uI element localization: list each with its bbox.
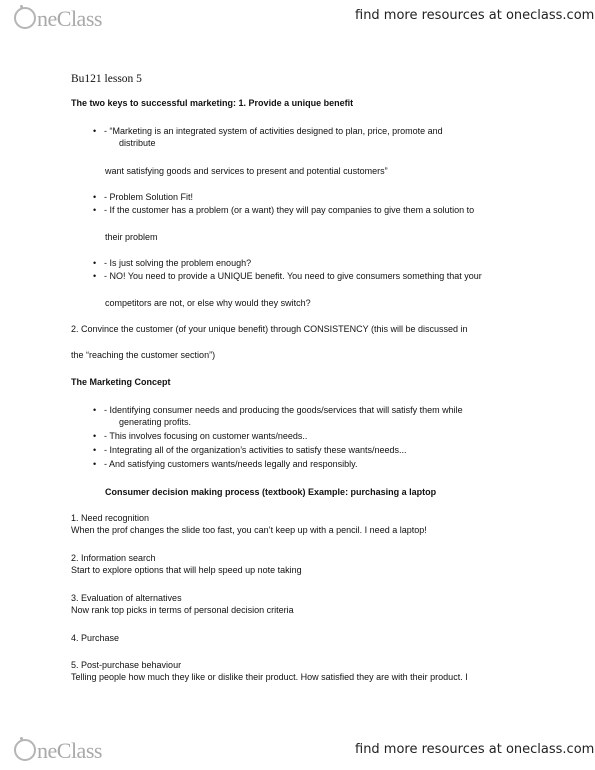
oneclass-logo-icon [14,739,36,761]
bullet-icon: • [93,271,97,281]
bullet-icon: • [93,405,97,415]
decision-process-heading: Consumer decision making process (textbook) Example: purchasing a laptop [105,487,437,497]
step-text: Telling people how much they like or dislike their product. How satisfied they are with their product. I [71,672,468,682]
bullet-icon: • [93,126,97,136]
bullet-icon: • [93,205,97,215]
step-text: Now rank top picks in terms of personal decision criteria [71,605,294,615]
bullet-icon: • [93,445,97,455]
bullet-text: - NO! You need to provide a UNIQUE benefit. You need to give consumers something that your [104,271,482,281]
key1-heading: The two keys to successful marketing: 1. Provide a unique benefit [71,98,354,108]
header-resources-link[interactable]: find more resources at oneclass.com [355,8,595,23]
bullet-icon: • [93,459,97,469]
bullet-text: generating profits. [119,417,192,427]
bullet-text: - Identifying consumer needs and producing the goods/services that will satisfy them while [104,405,463,415]
bullet-text: - Integrating all of the organization’s activities to satisfy these wants/needs... [104,445,407,455]
marketing-concept-heading: The Marketing Concept [71,377,171,387]
bullet-text: - This involves focusing on customer wants/needs.. [104,431,308,441]
oneclass-logo-footer: neClass [14,738,102,764]
bullet-text: - Problem Solution Fit! [104,192,194,202]
step-title: 5. Post-purchase behaviour [71,660,182,670]
bullet-text: distribute [119,138,156,148]
step-text: When the prof changes the slide too fast, you can’t keep up with a pencil. I need a laptop! [71,525,427,535]
step-title: 1. Need recognition [71,513,150,523]
step-text: Start to explore options that will help speed up note taking [71,565,302,575]
bullet-icon: • [93,431,97,441]
bullet-text: - If the customer has a problem (or a want) they will pay companies to give them a solution to [104,205,475,215]
paragraph-text: competitors are not, or else why would they switch? [105,298,311,308]
bullet-text: - Is just solving the problem enough? [104,258,252,268]
step-title: 3. Evaluation of alternatives [71,593,182,603]
bullet-icon: • [93,258,97,268]
step-title: 2. Information search [71,553,156,563]
paragraph-text: want satisfying goods and services to present and potential customers” [105,166,388,176]
oneclass-logo: neClass [14,6,102,32]
key2-text: 2. Convince the customer (of your unique benefit) through CONSISTENCY (this will be discussed in [71,324,468,334]
paragraph-text: their problem [105,232,158,242]
step-title: 4. Purchase [71,633,120,643]
bullet-text: - “Marketing is an integrated system of activities designed to plan, price, promote and [104,126,443,136]
key2-text: the “reaching the customer section”) [71,350,216,360]
bullet-icon: • [93,192,97,202]
oneclass-logo-icon [14,7,36,29]
footer-resources-link[interactable]: find more resources at oneclass.com [355,742,595,757]
bullet-text: - And satisfying customers wants/needs legally and responsibly. [104,459,358,469]
document-title: Bu121 lesson 5 [71,73,142,85]
